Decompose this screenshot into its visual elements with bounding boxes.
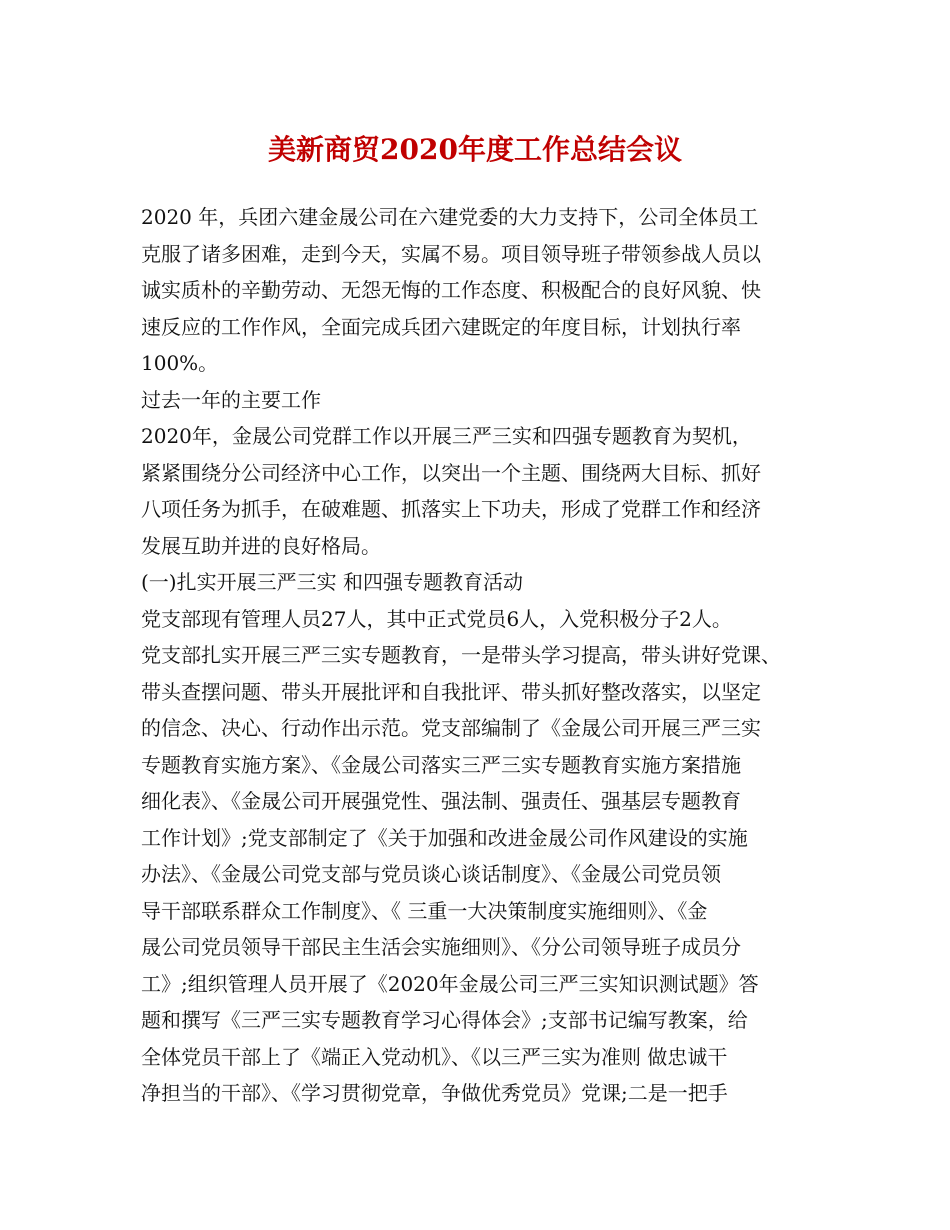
body-line: 细化表》、《金晟公司开展强党性、强法制、强责任、强基层专题教育 [141,789,741,813]
body-line: 速反应的工作作风，全面完成兵团六建既定的年度目标，计划执行率 [141,314,741,339]
body-line: 题和撰写《三严三实专题教育学习心得体会》;支部书记编写教案，给 [141,1008,748,1032]
subsection-heading: (一)扎实开展三严三实 和四强专题教育活动 [141,570,523,594]
body-line: 2020 年，兵团六建金晟公司在六建党委的大力支持下，公司全体员工 [141,205,759,229]
body-line: 办法》、《金晟公司党支部与党员谈心谈话制度》、《金晟公司党员领 [141,862,721,886]
body-line: 导干部联系群众工作制度》、《 三重一大决策制度实施细则》、《金 [141,898,708,923]
body-line: 发展互助并进的良好格局。 [141,533,381,558]
body-line: 工作计划》;党支部制定了《关于加强和改进金晟公司作风建设的实施 [141,825,748,850]
document-body [141,199,831,1112]
body-line: 党支部扎实开展三严三实专题教育，一是带头学习提高，带头讲好党课、 [141,643,781,667]
body-line: 克服了诸多困难，走到今天，实属不易。项目领导班子带领参战人员以 [141,241,761,266]
body-line: 诚实质朴的辛勤劳动、无怨无悔的工作态度、积极配合的良好风貌、快 [141,278,761,302]
body-line: 八项任务为抓手，在破难题、抓落实上下功夫，形成了党群工作和经济 [141,497,761,521]
body-line: 的信念、决心、行动作出示范。党支部编制了《金晟公司开展三严三实 [141,716,761,740]
body-line: 工》;组织管理人员开展了《2020年金晟公司三严三实知识测试题》答 [141,971,759,996]
body-line: 党支部现有管理人员27人，其中正式党员6人，入党积极分子2人。 [141,606,732,631]
body-line: 2020年，金晟公司党群工作以开展三严三实和四强专题教育为契机， [141,424,752,448]
body-line: 专题教育实施方案》、《金晟公司落实三严三实专题教育实施方案措施 [141,752,741,777]
document-title: 美新商贸2020年度工作总结会议 [268,133,682,166]
section-heading: 过去一年的主要工作 [141,387,321,412]
body-line: 全体党员干部上了《端正入党动机》、《以三严三实为准则 做忠诚干 [141,1044,728,1069]
body-line: 晟公司党员领导干部民主生活会实施细则》、《分公司领导班子成员分 [141,935,741,959]
body-line: 带头查摆问题、带头开展批评和自我批评、带头抓好整改落实，以坚定 [141,679,761,704]
body-line: 紧紧围绕分公司经济中心工作，以突出一个主题、围绕两大目标、抓好 [141,460,761,485]
body-line: 100%。 [141,351,219,375]
body-line: 净担当的干部》、《学习贯彻党章，争做优秀党员》党课;二是一把手 [141,1081,728,1105]
